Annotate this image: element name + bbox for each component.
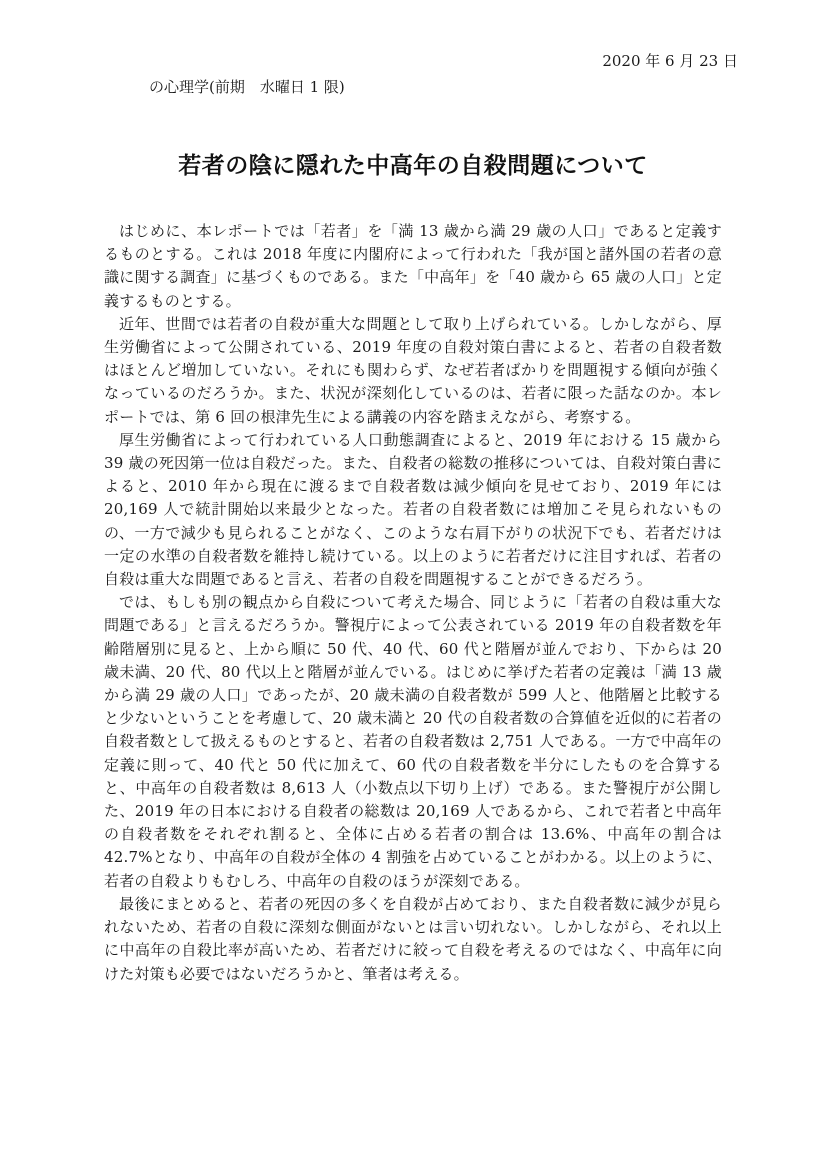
paragraph-problem-statement: 近年、世間では若者の自殺が重大な問題として取り上げられている。しかしながら、厚生労働省によって公開されている、2019 年度の自殺対策白書によると、若者の自殺者数はほとんど増加していない。それにも関わらず、なぜ若者ばかりを問題視する傾向が強くなっているのだろうか。また、状況が深刻化しているのは、若者に限った話なのか。本レポートでは、第 6 回の根津先生による講義の内容を踏まえながら、考察する。	[104, 314, 722, 426]
report-body	[104, 220, 722, 986]
paragraph-age-group-analysis: では、もしも別の観点から自殺について考えた場合、同じように「若者の自殺は重大な問題である」と言えるだろうか。警視庁によって公表されている 2019 年の自殺者数を年齢階層別に見ると、上から順に 50 代、40 代、60 代と階層が並んでおり、下からは 20 歳未満、20 代、80 代以上と階層が並んでいる。はじめに挙げた若者の定義は「満 13 歳から満 29 歳の人口」であったが、20 歳未満の自殺者数が 599 人と、他階層と比較すると少ないということを考慮して、20 歳未満と 20 代の自殺者数の合算値を近似的に若者の自殺者数として扱えるものとすると、若者の自殺者数は 2,751 人である。一方で中高年の定義に則って、40 代と 50 代に加えて、60 代の自殺者数を半分にしたものを合算すると、中高年の自殺者数は 8,613 人（小数点以下切り上げ）である。また警視庁が公開した、2019 年の日本における自殺者の総数は 20,169 人であるから、これで若者と中高年の自殺者数をそれぞれ割ると、全体に占める若者の割合は 13.6%、中高年の割合は 42.7%となり、中高年の自殺が全体の 4 割強を占めていることがわかる。以上のように、若者の自殺よりもむしろ、中高年の自殺のほうが深刻である。	[104, 593, 722, 890]
course-line: の心理学(前期 水曜日 1 限)	[149, 78, 345, 96]
date-line: 2020 年 6 月 23 日	[602, 52, 738, 70]
paragraph-conclusion: 最後にまとめると、若者の死因の多くを自殺が占めており、また自殺者数に減少が見られないため、若者の自殺に深刻な側面がないとは言い切れない。しかしながら、それ以上に中高年の自殺比率が高いため、若者だけに絞って自殺を考えるのではなく、中高年に向けた対策も必要ではないだろうかと、筆者は考える。	[104, 894, 722, 983]
paragraph-introduction: はじめに、本レポートでは「若者」を「満 13 歳から満 29 歳の人口」であると定義するものとする。これは 2018 年度に内閣府によって行われた「我が国と諸外国の若者の意識に関する調査」に基づくものである。また「中高年」を「40 歳から 65 歳の人口」と定義するものとする。	[104, 222, 722, 310]
paragraph-youth-suicide-data: 厚生労働省によって行われている人口動態調査によると、2019 年における 15 歳から 39 歳の死因第一位は自殺だった。また、自殺者の総数の推移については、自殺対策白書によると、2010 年から現在に渡るまで自殺者数は減少傾向を見せており、2019 年には 20,169 人で統計開始以来最少となった。若者の自殺者数には増加こそ見られないものの、一方で減少も見られることがなく、このような右肩下がりの状況下でも、若者だけは一定の水準の自殺者数を維持し続けている。以上のように若者だけに注目すれば、若者の自殺は重大な問題であると言え、若者の自殺を問題視することができるだろう。	[104, 430, 722, 589]
report-title: 若者の陰に隠れた中高年の自殺問題について	[178, 153, 648, 179]
